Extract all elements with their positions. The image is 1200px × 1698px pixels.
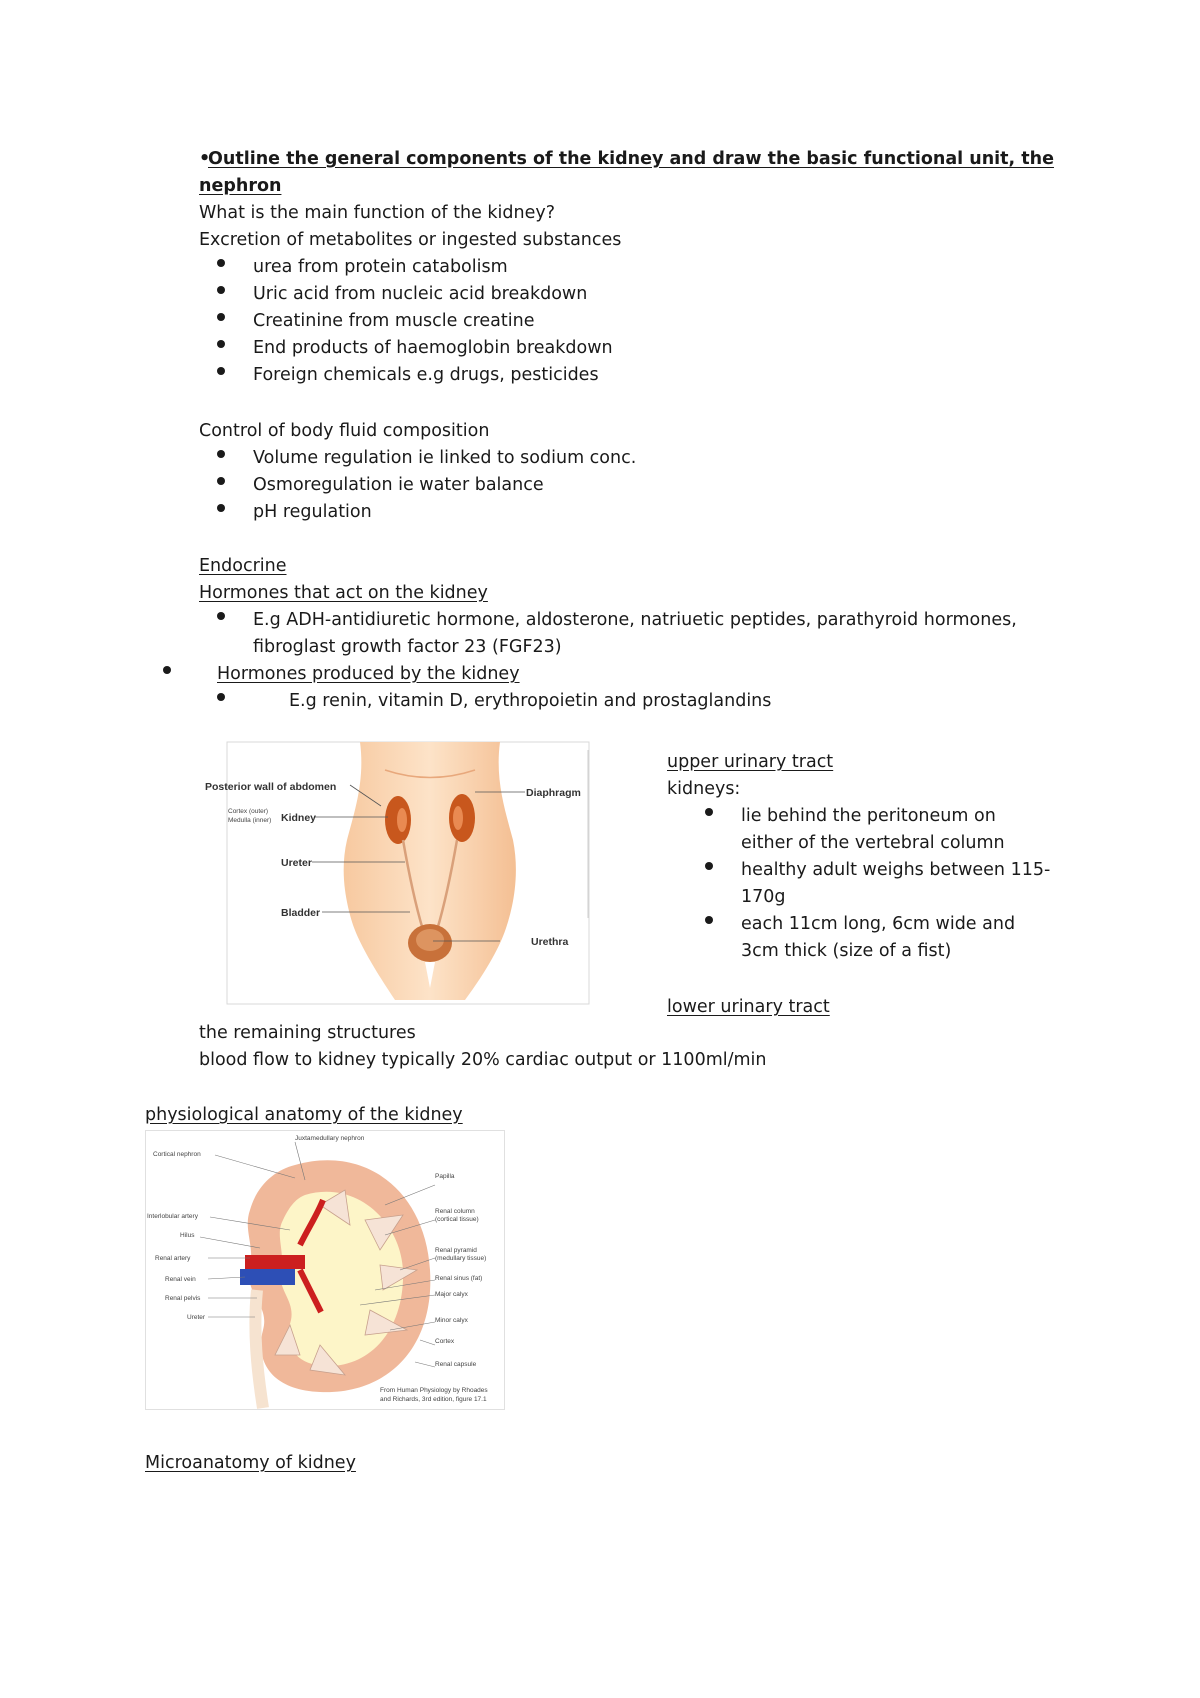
excretion-item: Uric acid from nucleic acid breakdown [253,284,588,304]
bullet-dot [217,259,225,267]
label-renal-column-sub: (cortical tissue) [435,1216,479,1223]
fluid-title: Control of body fluid composition [199,421,490,441]
kidney-fact: lie behind the peritoneum on [741,806,996,826]
label-renal-pelvis: Renal pelvis [165,1295,201,1302]
remaining-structures: the remaining structures [199,1023,416,1043]
hormones-act-line-1: E.g ADH-antidiuretic hormone, aldosterone, natriuetic peptides, parathyroid hormones, [253,610,1017,630]
label-bladder: Bladder [281,907,321,919]
kidney-fact: each 11cm long, 6cm wide and [741,914,1016,934]
label-juxtamedullary: Juxtamedullary nephron [295,1135,365,1142]
upper-tract-title: upper urinary tract [667,752,834,772]
blood-flow-text: blood flow to kidney typically 20% cardiac output or 1100ml/min [199,1050,767,1070]
label-minor-calyx: Minor calyx [435,1317,468,1324]
label-kidney: Kidney [281,812,317,824]
excretion-item: Creatinine from muscle creatine [253,311,535,331]
label-renal-capsule: Renal capsule [435,1361,477,1368]
renal-vein-vessel [240,1269,295,1285]
heading-line-1: Outline the general components of the kidney and draw the basic functional unit, the [208,149,1054,169]
label-interlobular-artery: Interlobular artery [147,1213,198,1220]
bullet-dot [705,808,713,816]
bullet-dot [217,340,225,348]
excretion-title: Excretion of metabolites or ingested substances [199,230,622,250]
label-diaphragm: Diaphragm [526,787,581,799]
excretion-item: Foreign chemicals e.g drugs, pesticides [253,365,599,385]
label-renal-artery: Renal artery [155,1255,191,1262]
label-papilla: Papilla [435,1173,455,1180]
bullet-dot [705,862,713,870]
figure-source-line-1: From Human Physiology by Rhoades [380,1387,488,1394]
kidney-anatomy-figure [145,1130,505,1410]
heading-bullet: • [199,149,211,169]
label-renal-sinus: Renal sinus (fat) [435,1275,483,1282]
bullet-dot [217,286,225,294]
bullet-dot [705,916,713,924]
label-ureter: Ureter [187,1314,206,1321]
label-renal-pyramid: Renal pyramid [435,1247,477,1254]
kidney-fact: healthy adult weighs between 115- [741,860,1051,880]
label-cortical-nephron: Cortical nephron [153,1151,201,1158]
label-major-calyx: Major calyx [435,1291,468,1298]
figure-source-line-2: and Richards, 3rd edition, figure 17.1 [380,1396,487,1403]
label-cortex: Cortex [435,1338,455,1345]
label-cortex: Cortex (outer) [228,808,269,815]
kidney-fact: either of the vertebral column [741,833,1005,853]
label-renal-column: Renal column [435,1208,475,1215]
kidney-fact: 3cm thick (size of a fist) [741,941,952,961]
label-medulla: Medulla (inner) [228,817,272,824]
main-function-question: What is the main function of the kidney? [199,203,556,223]
hormones-act-title: Hormones that act on the kidney [199,583,488,603]
fluid-item: Volume regulation ie linked to sodium conc. [253,448,637,468]
renal-artery-vessel [245,1255,305,1269]
endocrine-title: Endocrine [199,556,287,576]
bullet-dot [217,450,225,458]
bullet-dot [217,612,225,620]
heading-line-2: nephron [199,176,282,196]
hormones-produced-item: E.g renin, vitamin D, erythropoietin and prostaglandins [289,691,772,711]
excretion-item: End products of haemoglobin breakdown [253,338,613,358]
bullet-dot [217,367,225,375]
lower-tract-title: lower urinary tract [667,997,830,1017]
label-ureter: Ureter [281,857,312,869]
bullet-dot [217,693,225,701]
fluid-item: pH regulation [253,502,372,522]
hormones-act-line-2: fibroglast growth factor 23 (FGF23) [253,637,562,657]
label-posterior-wall: Posterior wall of abdomen [205,781,337,793]
kidneys-label: kidneys: [667,779,741,799]
label-renal-vein: Renal vein [165,1276,196,1283]
label-hilus: Hilus [180,1232,195,1239]
hormones-produced-title: Hormones produced by the kidney [217,664,520,684]
physio-title: physiological anatomy of the kidney [145,1105,463,1125]
excretion-item: urea from protein catabolism [253,257,508,277]
bullet-dot [217,313,225,321]
kidney-fact: 170g [741,887,786,907]
label-urethra: Urethra [531,936,569,948]
bullet-dot [217,504,225,512]
bullet-dot [217,477,225,485]
bullet-dot [163,666,171,674]
fluid-item: Osmoregulation ie water balance [253,475,544,495]
urinary-system-figure [205,740,590,1005]
microanatomy-title: Microanatomy of kidney [145,1453,356,1473]
label-renal-pyramid-sub: (medullary tissue) [435,1255,487,1262]
